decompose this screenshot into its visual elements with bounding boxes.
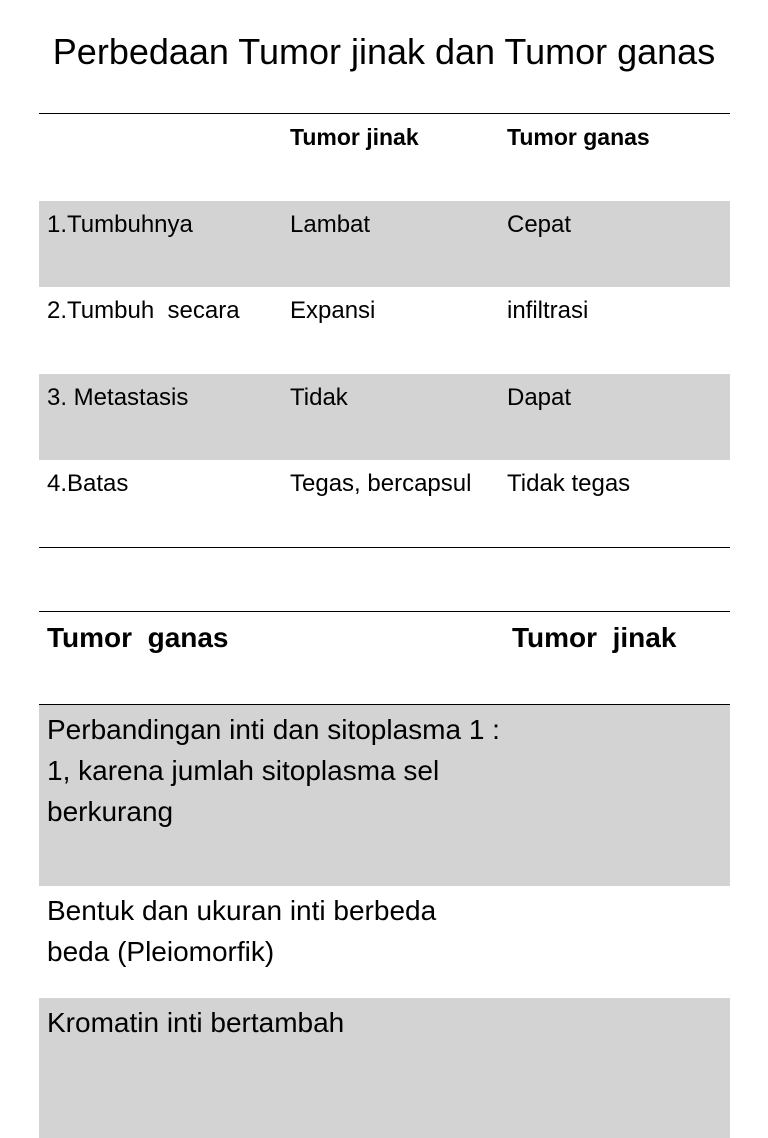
table-header-row	[39, 114, 730, 201]
header-cell-tumor-jinak: Tumor jinak	[290, 124, 419, 150]
table-cell: Tegas, bercapsul	[290, 470, 472, 497]
table-cell	[504, 998, 730, 1138]
table-cell: 3. Metastasis	[47, 383, 189, 411]
table-row	[39, 998, 730, 1138]
table-cell: Tidak tegas	[507, 470, 631, 497]
table-cell: infiltrasi	[507, 297, 589, 324]
header-cell-tumor-ganas: Tumor ganas	[47, 622, 229, 653]
table-cell: Lambat	[290, 210, 371, 238]
comparison-table	[39, 113, 730, 548]
cell-characteristics-table	[39, 611, 730, 1138]
table-cell: Perbandingan inti dan sitoplasma 1 : 1, karena jumlah sitoplasma sel berkurang	[47, 714, 500, 827]
table-row	[39, 201, 730, 288]
table-cell: Cepat	[507, 210, 572, 238]
table-row	[39, 460, 730, 547]
table-cell: 2.Tumbuh secara	[47, 297, 240, 324]
table-cell: Expansi	[290, 297, 376, 324]
page-title: Perbedaan Tumor jinak dan Tumor ganas	[52, 31, 716, 72]
header-cell-tumor-ganas: Tumor ganas	[507, 124, 650, 150]
table-cell: Tidak	[290, 383, 348, 411]
table-cell	[504, 886, 730, 998]
table-cell: 1.Tumbuhnya	[47, 210, 193, 238]
table-row	[39, 705, 730, 886]
table-header-row	[39, 612, 730, 705]
table-row	[39, 886, 730, 998]
table-cell: Bentuk dan ukuran inti berbeda beda (Pleiomorfik)	[47, 895, 437, 967]
table-cell: 4.Batas	[47, 470, 129, 497]
table-cell: Kromatin inti bertambah	[47, 1007, 345, 1038]
table-cell: Dapat	[507, 383, 572, 411]
header-cell	[39, 114, 282, 201]
table-cell	[504, 705, 730, 886]
header-cell-tumor-jinak: Tumor jinak	[512, 622, 677, 653]
table-row	[39, 374, 730, 461]
table-row	[39, 287, 730, 374]
